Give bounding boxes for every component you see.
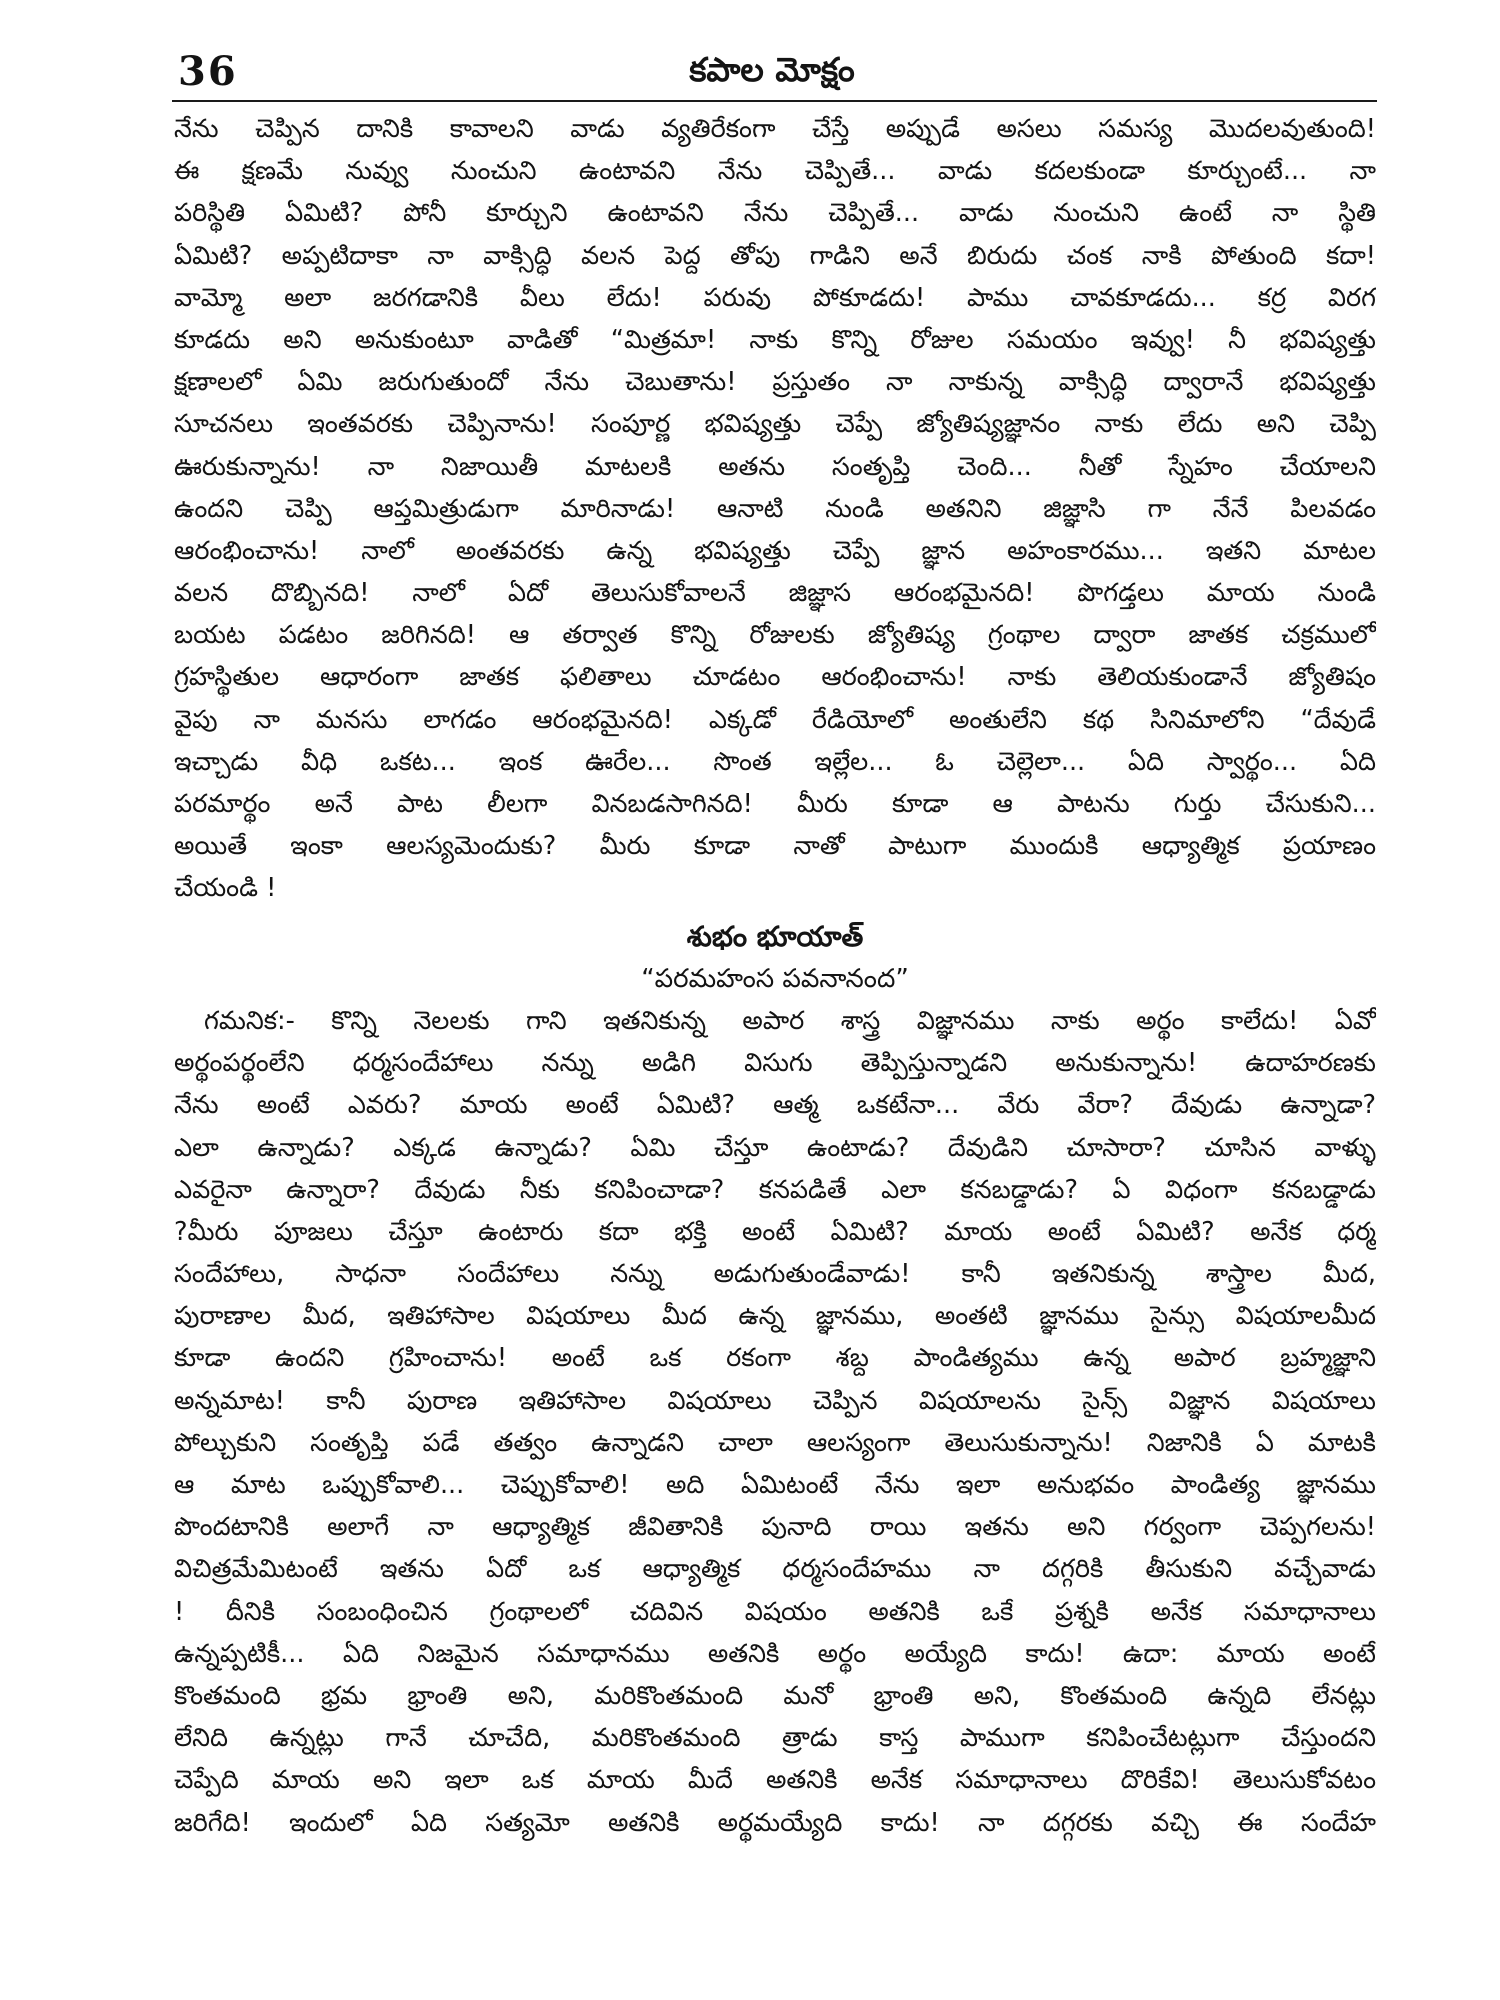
text-line: విచిత్రమేమిటంటే ఇతను ఏదో ఒక ఆధ్యాత్మిక ధర్మసందేహము నా దగ్గరికి తీసుకుని వచ్చేవాడు [174, 1554, 1376, 1585]
text-line: పోల్చుకుని సంతృప్తి పడే తత్వం ఉన్నాడని చాలా ఆలస్యంగా తెలుసుకున్నాను! నిజానికి ఏ మాటకి [174, 1427, 1376, 1458]
paragraph-two [174, 1000, 1376, 1844]
text-line: ఎవరైనా ఉన్నారా? దేవుడు నీకు కనిపించాడా? కనపడితే ఎలా కనబడ్డాడు? ఏ విధంగా కనబడ్డాడు [174, 1174, 1376, 1205]
page-number: 36 [178, 48, 238, 95]
text-line: క్షణాలలో ఏమి జరుగుతుందో నేను చెబుతాను! ప్రస్తుతం నా నాకున్న వాక్సిద్ధి ద్వారానే భవిష్యత్తు [174, 367, 1376, 398]
closing-block [174, 916, 1376, 1000]
text-line: అయితే ఇంకా ఆలస్యమెందుకు? మీరు కూడా నాతో పాటుగా ముందుకి ఆధ్యాత్మిక ప్రయాణం [174, 831, 1376, 862]
running-title: కపాల మోక్షం [689, 50, 855, 89]
text-line: ఉందని చెప్పి ఆప్తమిత్రుడుగా మారినాడు! ఆనాటి నుండి అతనిని జిజ్ఞాసి గా నేనే పిలవడం [174, 493, 1376, 524]
text-line: నేను చెప్పిన దానికి కావాలని వాడు వ్యతిరేకంగా చేస్తే అప్పుడే అసలు సమస్య మొదలవుతుంది! [174, 114, 1376, 144]
text-line: కొంతమంది భ్రమ భ్రాంతి అని, మరికొంతమంది మనో భ్రాంతి అని, కొంతమంది ఉన్నది లేనట్లు [174, 1680, 1376, 1711]
text-line: ?మీరు పూజలు చేస్తూ ఉంటారు కదా భక్తి అంటే ఏమిటి? మాయ అంటే ఏమిటి? అనేక ధర్మ [174, 1216, 1376, 1247]
text-line: ఏమిటి? అప్పటిదాకా నా వాక్సిద్ధి వలన పెద్ద తోపు గాడిని అనే బిరుదు చంక నాకి పోతుంది కదా! [174, 240, 1376, 271]
text-line: పరమార్థం అనే పాట లీలగా వినబడసాగినది! మీరు కూడా ఆ పాటను గుర్తు చేసుకుని... [174, 789, 1376, 819]
text-line: ! దీనికి సంబంధించిన గ్రంథాలలో చదివిన విషయం అతనికి ఒకే ప్రశ్నకి అనేక సమాధానాలు [174, 1596, 1376, 1627]
text-line: వామ్మో అలా జరగడానికి వీలు లేదు! పరువు పోకూడదు! పాము చావకూడదు... కర్ర విరగ [174, 282, 1376, 313]
text-line: సందేహాలు, సాధనా సందేహాలు నన్ను అడుగుతుండేవాడు! కానీ ఇతనికున్న శాస్త్రాల మీద, [174, 1259, 1376, 1290]
text-line: ఆ మాట ఒప్పుకోవాలి... చెప్పుకోవాలి! అది ఏమిటంటే నేను ఇలా అనుభవం పాండిత్య జ్ఞానము [174, 1470, 1376, 1500]
text-line: లేనిది ఉన్నట్లు గానే చూచేది, మరికొంతమంది త్రాడు కాస్త పాముగా కనిపించేటట్లుగా చేస్తుందని [174, 1723, 1376, 1754]
paragraph-one [174, 108, 1376, 910]
text-line: గమనిక:- కొన్ని నెలలకు గాని ఇతనికున్న అపార శాస్త్ర విజ్ఞానము నాకు అర్థం కాలేదు! ఏవో [204, 1005, 1376, 1036]
text-line: అన్నమాట! కానీ పురాణ ఇతిహాసాల విషయాలు చెప్పిన విషయాలను సైన్స్ విజ్ఞాన విషయాలు [174, 1385, 1376, 1416]
text-line: ఊరుకున్నాను! నా నిజాయితీ మాటలకి అతను సంతృప్తి చెంది... నీతో స్నేహం చేయాలని [174, 451, 1376, 482]
closing-title: శుభం భూయాత్ [686, 919, 864, 953]
text-line: చేయండి ! [174, 873, 277, 904]
text-line: కూడా ఉందని గ్రహించాను! అంటే ఒక రకంగా శబ్ద పాండిత్యము ఉన్న అపార బ్రహ్మజ్ఞాని [174, 1343, 1376, 1374]
text-line: జరిగేది! ఇందులో ఏది సత్యమో అతనికి అర్థమయ్యేది కాదు! నా దగ్గరకు వచ్చి ఈ సందేహ [174, 1807, 1376, 1838]
text-line: నేను అంటే ఎవరు? మాయ అంటే ఏమిటి? ఆత్మ ఒకటేనా... వేరు వేరా? దేవుడు ఉన్నాడా? [174, 1090, 1376, 1121]
page-header [172, 40, 1372, 98]
text-line: గ్రహస్థితుల ఆధారంగా జాతక ఫలితాలు చూడటం ఆరంభించాను! నాకు తెలియకుండానే జ్యోతిషం [174, 662, 1376, 693]
text-line: చెప్పేది మాయ అని ఇలా ఒక మాయ మీదే అతనికి అనేక సమాధానాలు దొరికేవి! తెలుసుకోవటం [174, 1765, 1376, 1796]
text-line: ఆరంభించాను! నాలో అంతవరకు ఉన్న భవిష్యత్తు చెప్పే జ్ఞాన అహంకారము... ఇతని మాటల [174, 535, 1376, 566]
page-body [174, 108, 1376, 1844]
text-line: వైపు నా మనసు లాగడం ఆరంభమైనది! ఎక్కడో రేడియోలో అంతులేని కథ సినిమాలోని “దేవుడే [174, 704, 1376, 735]
author-signature: “పరమహంస పవనానంద” [641, 963, 909, 994]
text-line: ఈ క్షణమే నువ్వు నుంచుని ఉంటావని నేను చెప్పితే... వాడు కదలకుండా కూర్చుంటే... నా [174, 156, 1376, 187]
text-line: ఇచ్చాడు వీధి ఒకట... ఇంక ఊరేల... సొంత ఇల్లేల... ఓ చెల్లెలా... ఏది స్వార్థం... ఏది [174, 746, 1376, 777]
text-line: అర్థంపర్థంలేని ధర్మసందేహాలు నన్ను అడిగి విసుగు తెప్పిస్తున్నాడని అనుకున్నాను! ఉదాహరణకు [174, 1048, 1376, 1079]
text-line: వలన దొబ్బినది! నాలో ఏదో తెలుసుకోవాలనే జిజ్ఞాస ఆరంభమైనది! పొగడ్తలు మాయ నుండి [174, 578, 1376, 609]
text-line: పరిస్థితి ఏమిటి? పోనీ కూర్చుని ఉంటావని నేను చెప్పితే... వాడు నుంచుని ఉంటే నా స్థితి [174, 198, 1376, 229]
header-divider [172, 100, 1377, 102]
text-line: కూడదు అని అనుకుంటూ వాడితో “మిత్రమా! నాకు కొన్ని రోజుల సమయం ఇవ్వు! నీ భవిష్యత్తు [174, 324, 1376, 355]
text-line: పొందటానికి అలాగే నా ఆధ్యాత్మిక జీవితానికి పునాది రాయి ఇతను అని గర్వంగా చెప్పగలను! [174, 1512, 1376, 1543]
text-line: ఎలా ఉన్నాడు? ఎక్కడ ఉన్నాడు? ఏమి చేస్తూ ఉంటాడు? దేవుడిని చూసారా? చూసిన వాళ్ళు [174, 1132, 1376, 1163]
text-line: సూచనలు ఇంతవరకు చెప్పినాను! సంపూర్ణ భవిష్యత్తు చెప్పే జ్యోతిష్యజ్ఞానం నాకు లేదు అని చెప్పి [174, 409, 1376, 440]
text-line: ఉన్నప్పటికీ... ఏది నిజమైన సమాధానము అతనికి అర్థం అయ్యేది కాదు! ఉదా: మాయ అంటే [174, 1638, 1376, 1669]
text-line: బయట పడటం జరిగినది! ఆ తర్వాత కొన్ని రోజులకు జ్యోతిష్య గ్రంథాల ద్వారా జాతక చక్రములో [174, 620, 1376, 651]
text-line: పురాణాల మీద, ఇతిహాసాల విషయాలు మీద ఉన్న జ్ఞానము, అంతటి జ్ఞానము సైన్సు విషయాలమీద [174, 1301, 1376, 1332]
